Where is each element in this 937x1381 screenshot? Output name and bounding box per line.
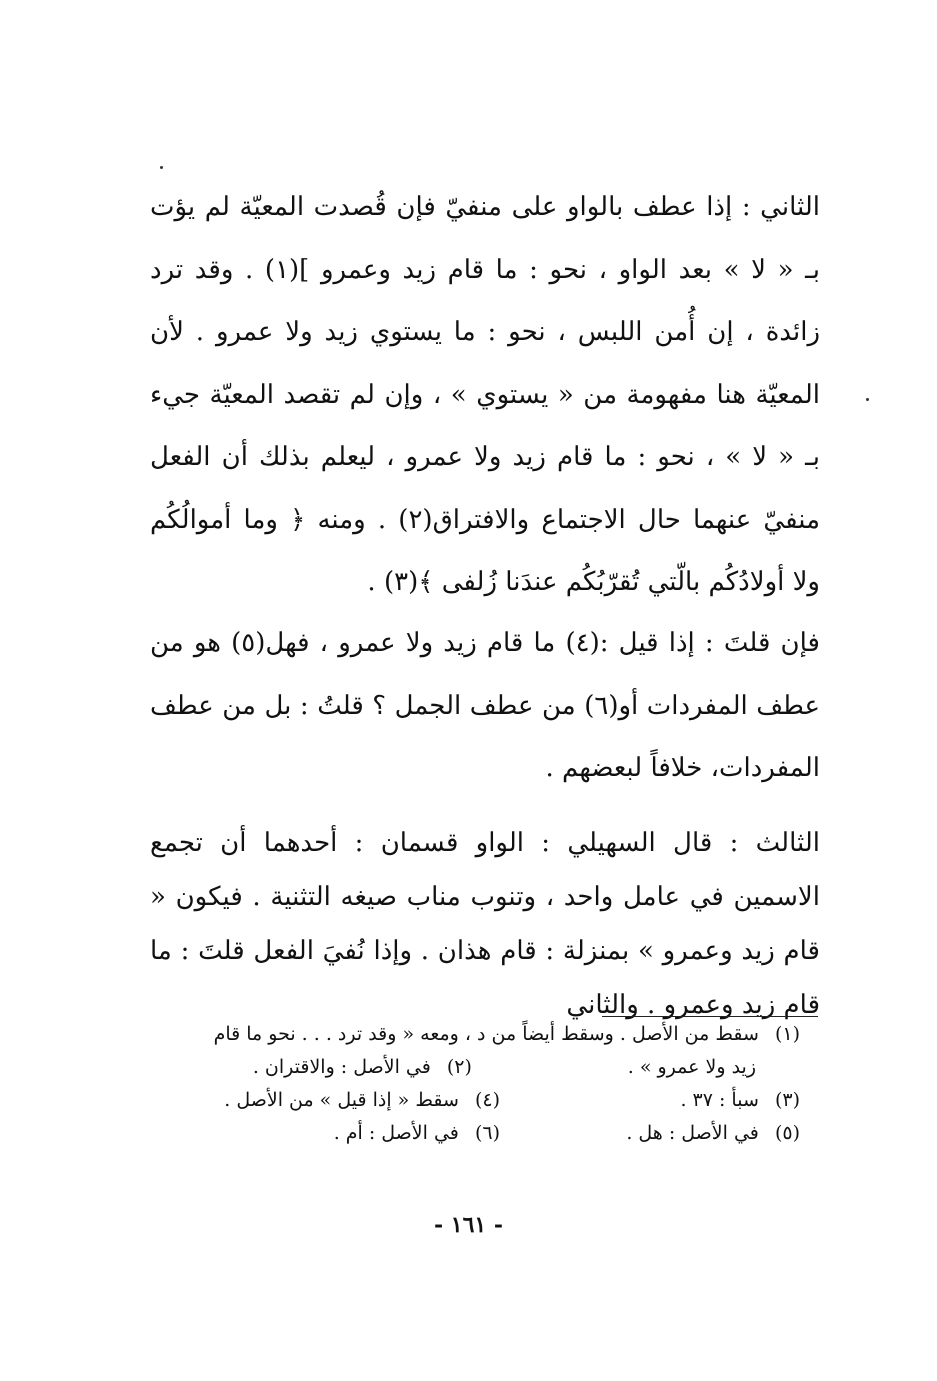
scan-speck bbox=[866, 398, 869, 401]
footnote-separator bbox=[602, 1016, 818, 1017]
footnote-text: في الأصل : هل . bbox=[626, 1122, 759, 1144]
page-number: - ١٦١ - bbox=[433, 1212, 504, 1238]
scan-speck bbox=[160, 166, 163, 169]
footnote-6 bbox=[160, 1117, 500, 1150]
footnote-1 bbox=[150, 1018, 800, 1051]
footnote-text: سقط من الأصل . وسقط أيضاً من د ، ومعه « وقد ترد . . . نحو ما قام bbox=[213, 1023, 759, 1045]
paragraph-second-rule: الثاني : إذا عطف بالواو على منفيّ فإن قُصدت المعيّة لم يؤت بـ « لا » بعد الواو ، نحو : ما قام زيد وعمرو ](١) . وقد ترد زائدة ، إن أُمن اللبس ، نحو : ما يستوي زيد ولا عمرو . لأن المعيّة هنا مفهومة من « يستوي » ، وإن لم تقصد المعيّة جيء بـ « لا » ، نحو : ما قام زيد ولا عمرو ، ليعلم بذلك أن الفعل منفيّ عنهما حال الاجتماع والافتراق(٢) . ومنه ﴿ وما أموالُكُم ولا أولادُكُم بالّتي تُقرّبُكُم عندَنا زُلفى ﴾(٣) . bbox=[150, 192, 820, 597]
footnote-number: (٢) bbox=[446, 1056, 472, 1078]
footnote-2 bbox=[150, 1051, 472, 1084]
footnote-row-3-4 bbox=[150, 1084, 800, 1117]
footnote-number: (١) bbox=[774, 1023, 800, 1045]
footnotes bbox=[150, 1018, 800, 1150]
footnote-number: (٤) bbox=[474, 1089, 500, 1111]
footnote-text: زيد ولا عمرو » . bbox=[627, 1056, 756, 1078]
footnote-number: (٣) bbox=[774, 1089, 800, 1111]
paragraph-question: فإن قلتَ : إذا قيل :(٤) ما قام زيد ولا عمرو ، فهل(٥) هو من عطف المفردات أو(٦) من عطف الجمل ؟ قلتُ : بل من عطف المفردات، خلافاً لبعضهم . bbox=[150, 628, 820, 783]
footnote-text: في الأصل : والاقتران . bbox=[252, 1056, 431, 1078]
footnote-row-5-6 bbox=[150, 1117, 800, 1150]
footnote-number: (٦) bbox=[474, 1122, 500, 1144]
footnote-5 bbox=[500, 1117, 800, 1150]
footnote-number: (٥) bbox=[774, 1122, 800, 1144]
footnote-1-continuation bbox=[150, 1051, 800, 1084]
footnote-text: سبأ : ٣٧ . bbox=[680, 1089, 759, 1111]
footnote-text: في الأصل : أم . bbox=[333, 1122, 459, 1144]
footnote-4 bbox=[160, 1084, 500, 1117]
paragraph-third-rule: الثالث : قال السهيلي : الواو قسمان : أحدهما أن تجمع الاسمين في عامل واحد ، وتنوب مناب صيغه التثنية . فيكون « قام زيد وعمرو » بمنزلة : قام هذان . وإذا نُفيَ الفعل قلتَ : ما قام زيد وعمرو . والثاني bbox=[150, 828, 820, 1020]
footnote-3 bbox=[500, 1084, 800, 1117]
footnote-text: سقط « إذا قيل » من الأصل . bbox=[224, 1089, 459, 1111]
